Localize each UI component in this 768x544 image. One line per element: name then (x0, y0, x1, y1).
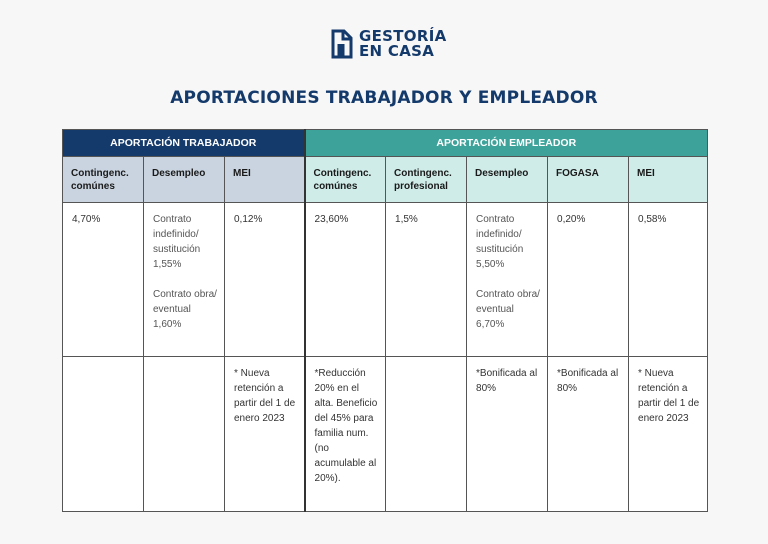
brand-logo (331, 26, 447, 62)
table-cell: 23,60% (305, 203, 386, 357)
table-cell (144, 203, 225, 357)
group-header-empleador: APORTACIÓN EMPLEADOR (305, 130, 708, 157)
brand-line-1: GESTORÍA (359, 27, 447, 45)
group-header-trabajador: APORTACIÓN TRABAJADOR (63, 130, 305, 157)
table-row (63, 357, 708, 512)
table-cell: 1,5% (386, 203, 467, 357)
page-title: APORTACIONES TRABAJADOR Y EMPLEADOR (170, 88, 598, 108)
table-cell: 0,20% (548, 203, 629, 357)
group-header-row (63, 130, 708, 157)
column-header: Desempleo (467, 157, 548, 203)
table-row (63, 203, 708, 357)
table-cell (467, 203, 548, 357)
table-cell: *Bonificada al 80% (548, 357, 629, 512)
cell-text: Contrato indefinido/ sustitución 1,55% (153, 214, 201, 270)
table-cell (63, 357, 144, 512)
document-icon (331, 29, 353, 59)
table-cell: * Nueva retención a partir del 1 de enero 2023 (629, 357, 708, 512)
brand-name (359, 29, 447, 59)
cell-text: Contrato obra/ eventual 6,70% (476, 289, 540, 330)
contributions-table (62, 129, 708, 512)
table-cell (144, 357, 225, 512)
column-header: Contingenc. comúnes (63, 157, 144, 203)
brand-line-2: EN CASA (359, 42, 435, 60)
table-cell (386, 357, 467, 512)
cell-text: Contrato indefinido/ sustitución 5,50% (476, 214, 524, 270)
column-header: Desempleo (144, 157, 225, 203)
column-header: MEI (225, 157, 305, 203)
column-header: Contingenc. comúnes (305, 157, 386, 203)
column-header: FOGASA (548, 157, 629, 203)
column-header: Contingenc. profesional (386, 157, 467, 203)
column-header: MEI (629, 157, 708, 203)
table-cell: *Bonificada al 80% (467, 357, 548, 512)
table-cell: 4,70% (63, 203, 144, 357)
table-cell: 0,58% (629, 203, 708, 357)
table-cell: 0,12% (225, 203, 305, 357)
cell-text: Contrato obra/ eventual 1,60% (153, 289, 217, 330)
table-cell: * Nueva retención a partir del 1 de enero 2023 (225, 357, 305, 512)
table-cell: *Reducción 20% en el alta. Beneficio del 45% para familia num. (no acumulable al 20%). (305, 357, 386, 512)
column-header-row (63, 157, 708, 203)
